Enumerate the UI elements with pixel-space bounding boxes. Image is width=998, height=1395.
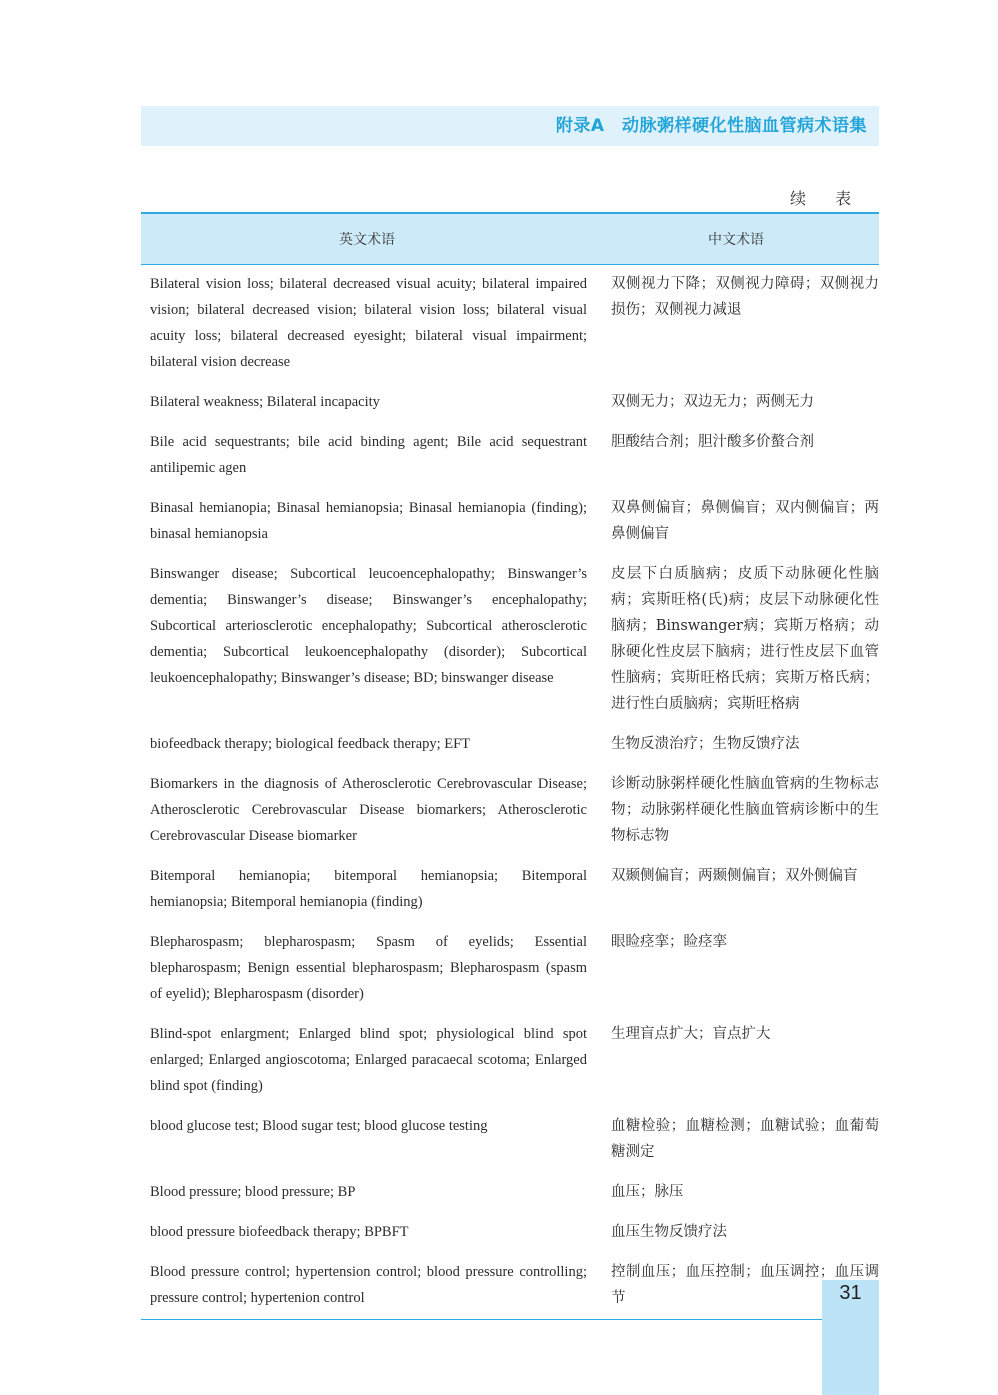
table-row (141, 923, 879, 1015)
english-term-cell: Bilateral weakness; Bilateral incapacity (150, 394, 380, 410)
table-row (141, 1213, 879, 1253)
chinese-term-cell: 生理盲点扩大；盲点扩大 (611, 1026, 771, 1042)
english-term-cell: Blind-spot enlargment; Enlarged blind spot; physiological blind spot enlarged; Enlarged angioscotoma; Enlarged paracaecal scotoma; Enlarged blind spot (finding) (150, 1026, 587, 1094)
continued-label: 续 表 (790, 189, 864, 208)
english-term-cell: Bitemporal hemianopia; bitemporal hemianopsia; Bitemporal hemianopsia; Bitemporal hemianopia (finding) (150, 868, 587, 910)
page-number: 31 (839, 1282, 862, 1304)
english-term-cell: Binasal hemianopia; Binasal hemianopsia; Binasal hemianopia (finding); binasal hemianopsia (150, 500, 587, 542)
english-term-cell: Bile acid sequestrants; bile acid binding agent; Bile acid sequestrant antilipemic agen (150, 434, 587, 476)
chinese-term-cell: 双侧视力下降；双侧视力障碍；双侧视力损伤；双侧视力减退 (611, 276, 879, 318)
chinese-term-cell: 双侧无力；双边无力；两侧无力 (611, 394, 814, 410)
chapter-header-band (141, 106, 879, 146)
table-body (141, 265, 879, 1320)
english-term-cell: blood pressure biofeedback therapy; BPBFT (150, 1224, 409, 1240)
table-row (141, 1107, 879, 1173)
column-header-chinese: 中文术语 (708, 232, 764, 248)
table-row (141, 555, 879, 725)
chinese-term-cell: 血压；脉压 (611, 1184, 684, 1200)
table-row (141, 1253, 879, 1319)
table-row (141, 1015, 879, 1107)
english-term-cell: Blepharospasm; blepharospasm; Spasm of eyelids; Essential blepharospasm; Benign essential blepharospasm; Blepharospasm (spasm of eyelid); Blepharospasm (disorder) (150, 934, 587, 1002)
chinese-term-cell: 双颞侧偏盲；两颞侧偏盲；双外侧偏盲 (611, 868, 858, 884)
table-row (141, 383, 879, 423)
table-row (141, 1173, 879, 1213)
terminology-table (141, 212, 879, 1320)
chinese-term-cell: 控制血压；血压控制；血压调控；血压调节 (611, 1264, 879, 1306)
table-row (141, 423, 879, 489)
english-term-cell: Binswanger disease; Subcortical leucoencephalopathy; Binswanger’s dementia; Binswanger’s disease; Binswanger’s encephalopathy; Subcortical arteriosclerotic encephalopathy; Subcortical atherosclerotic dementia; Subcortical leukoencephalopathy (disorder); Subcortical leukoencephalopathy; Binswanger’s disease; BD; binswanger disease (150, 566, 587, 686)
english-term-cell: Blood pressure control; hypertension control; blood pressure controlling; pressure control; hypertenion control (150, 1264, 587, 1306)
english-term-cell: biofeedback therapy; biological feedback therapy; EFT (150, 736, 471, 752)
table-row (141, 725, 879, 765)
column-header-english: 英文术语 (339, 232, 395, 248)
table-row (141, 857, 879, 923)
chinese-term-cell: 眼睑痉挛；睑痉挛 (611, 934, 727, 950)
chinese-term-cell: 血糖检验；血糖检测；血糖试验；血葡萄糖测定 (611, 1118, 879, 1160)
table-header (141, 212, 879, 265)
english-term-cell: Bilateral vision loss; bilateral decreased visual acuity; bilateral impaired vision; bilateral decreased vision; bilateral vision loss; bilateral visual acuity loss; bilateral decreased eyesight; bilateral visual impairment; bilateral vision decrease (150, 276, 587, 370)
page-number-tab (822, 1280, 879, 1395)
chinese-term-cell: 双鼻侧偏盲；鼻侧偏盲；双内侧偏盲；两鼻侧偏盲 (611, 500, 879, 542)
chinese-term-cell: 血压生物反馈疗法 (611, 1224, 727, 1240)
english-term-cell: blood glucose test; Blood sugar test; blood glucose testing (150, 1118, 488, 1134)
english-term-cell: Biomarkers in the diagnosis of Atherosclerotic Cerebrovascular Disease; Atherosclerotic Cerebrovascular Disease biomarkers; Atherosclerotic Cerebrovascular Disease biomarker (150, 776, 587, 844)
chinese-term-cell: 胆酸结合剂；胆汁酸多价螯合剂 (611, 434, 814, 450)
table-row (141, 765, 879, 857)
table-row (141, 265, 879, 383)
english-term-cell: Blood pressure; blood pressure; BP (150, 1184, 356, 1200)
chinese-term-cell: 诊断动脉粥样硬化性脑血管病的生物标志物；动脉粥样硬化性脑血管病诊断中的生物标志物 (611, 776, 879, 844)
chinese-term-cell: 皮层下白质脑病；皮质下动脉硬化性脑病；宾斯旺格(氏)病；皮层下动脉硬化性脑病；Binswanger病；宾斯万格病；动脉硬化性皮层下脑病；进行性皮层下血管性脑病；宾斯旺格氏病；宾斯万格氏病；进行性白质脑病；宾斯旺格病 (611, 566, 879, 712)
chapter-title: 附录A 动脉粥样硬化性脑血管病术语集 (555, 116, 867, 136)
table-row (141, 489, 879, 555)
chinese-term-cell: 生物反溃治疗；生物反馈疗法 (611, 736, 800, 752)
